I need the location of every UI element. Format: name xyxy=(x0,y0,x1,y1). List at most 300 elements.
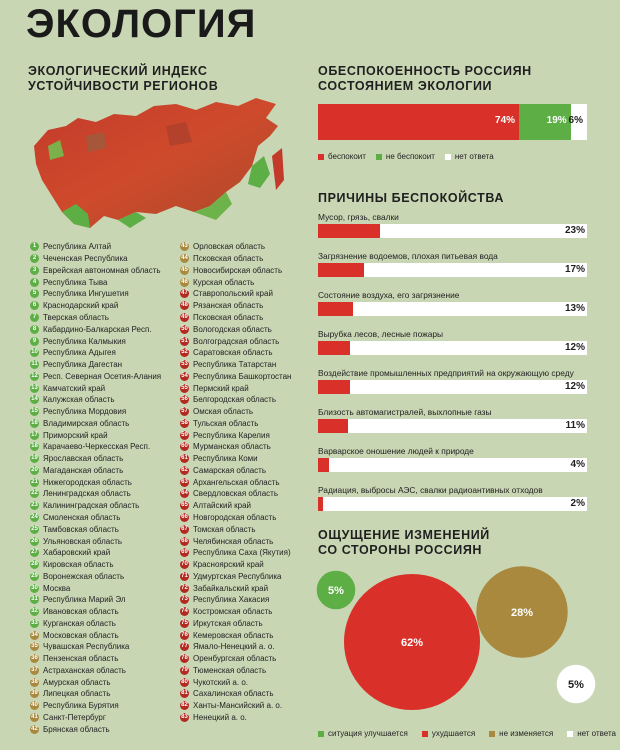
region-name: Амурская область xyxy=(43,677,111,687)
concern-segment xyxy=(318,104,519,140)
reason-row xyxy=(318,290,587,316)
region-rank-badge: 40 xyxy=(31,702,38,709)
region-rank-badge: 38 xyxy=(31,678,38,685)
legend-label: нет ответа xyxy=(454,152,494,161)
region-rank-badge: 18 xyxy=(31,443,38,450)
region-name: Тверская область xyxy=(43,312,109,322)
reason-value: 13% xyxy=(564,303,585,314)
region-item xyxy=(180,523,328,535)
region-rank-badge: 17 xyxy=(31,431,38,438)
russia-map-graphic xyxy=(26,96,290,236)
reason-bar-track xyxy=(318,497,587,511)
region-name: Республика Коми xyxy=(193,454,258,464)
region-item xyxy=(180,417,328,429)
region-name: Новосибирская область xyxy=(193,265,283,275)
region-item xyxy=(30,253,178,265)
region-name: Республика Дагестан xyxy=(43,360,123,370)
region-name: Чеченская Республика xyxy=(43,254,128,264)
region-name: Кемеровская область xyxy=(193,630,274,640)
region-rank-badge: 68 xyxy=(181,537,188,544)
region-rank-badge: 67 xyxy=(181,525,188,532)
bubble-svg xyxy=(308,562,608,722)
region-rank-badge: 35 xyxy=(31,643,38,650)
region-name: Астраханская область xyxy=(43,665,126,675)
reason-label: Вырубка лесов, лесные пожары xyxy=(318,329,444,339)
region-item xyxy=(180,629,328,641)
region-name: Республика Бурятия xyxy=(43,701,119,711)
legend-swatch xyxy=(489,731,495,737)
bubble-label: 5% xyxy=(568,679,584,691)
region-rank-badge: 76 xyxy=(181,631,188,638)
region-rank-badge: 31 xyxy=(31,596,38,603)
region-item xyxy=(180,641,328,653)
reason-bar-track xyxy=(318,341,587,355)
region-item xyxy=(30,359,178,371)
reason-label: Близость автомагистралей, выхлопные газы xyxy=(318,407,492,417)
region-name: Курская область xyxy=(193,277,255,287)
region-name: Курганская область xyxy=(43,618,116,628)
change-title-line1: ОЩУЩЕНИЕ ИЗМЕНЕНИЙ xyxy=(318,528,490,542)
region-name: Еврейская автономная область xyxy=(43,265,161,275)
region-rank-badge: 66 xyxy=(181,513,188,520)
region-item xyxy=(30,665,178,677)
region-name: Вологодская область xyxy=(193,324,272,334)
region-item xyxy=(30,570,178,582)
region-name: Тамбовская область xyxy=(43,524,119,534)
region-item xyxy=(180,347,328,359)
region-name: Республика Мордовия xyxy=(43,407,127,417)
reason-bar-track xyxy=(318,224,587,238)
russia-map xyxy=(26,96,290,236)
region-rank-badge: 54 xyxy=(181,372,188,379)
bubble-label: 62% xyxy=(400,637,424,649)
reason-row xyxy=(318,446,587,472)
region-rank-badge: 16 xyxy=(31,419,38,426)
region-name: Пензенская область xyxy=(43,654,119,664)
region-rank-badge: 27 xyxy=(31,549,38,556)
region-rank-badge: 70 xyxy=(181,561,188,568)
region-name: Респ. Северная Осетия-Алания xyxy=(43,371,162,381)
reason-bar-track xyxy=(318,263,587,277)
region-name: Республика Карелия xyxy=(193,430,270,440)
reason-bar-track xyxy=(318,419,587,433)
reason-bar xyxy=(318,458,329,472)
region-rank-badge: 62 xyxy=(181,466,188,473)
region-name: Иркутская область xyxy=(193,618,263,628)
region-name: Приморский край xyxy=(43,430,108,440)
region-item xyxy=(30,429,178,441)
region-rank-badge: 19 xyxy=(31,455,38,462)
region-rank-badge: 34 xyxy=(31,631,38,638)
concern-legend-item xyxy=(318,152,366,161)
legend-label: нет ответа xyxy=(577,729,616,738)
reason-row xyxy=(318,329,587,355)
concern-segment xyxy=(519,104,571,140)
region-item xyxy=(30,335,178,347)
region-item xyxy=(180,382,328,394)
region-name: Псковская область xyxy=(193,312,264,322)
region-item xyxy=(180,582,328,594)
region-item xyxy=(180,465,328,477)
region-rank-badge: 75 xyxy=(181,619,188,626)
legend-swatch xyxy=(445,154,451,160)
region-rank-badge: 58 xyxy=(181,419,188,426)
region-rank-badge: 71 xyxy=(181,572,188,579)
region-list-column-2 xyxy=(180,241,328,723)
region-rank-badge: 26 xyxy=(31,537,38,544)
region-rank-badge: 44 xyxy=(181,255,188,262)
region-rank-badge: 7 xyxy=(30,313,39,322)
region-name: Камчатский край xyxy=(43,383,106,393)
reason-bar xyxy=(318,224,380,238)
region-name: Республика Хакасия xyxy=(193,595,270,605)
region-name: Кировская область xyxy=(43,560,114,570)
region-name: Липецкая область xyxy=(43,689,111,699)
region-rank-badge: 41 xyxy=(31,714,38,720)
region-name: Ульяновская область xyxy=(43,536,123,546)
region-rank-badge: 50 xyxy=(181,325,188,332)
region-name: Республика Ингушетия xyxy=(43,289,129,299)
region-item xyxy=(180,700,328,712)
region-rank-badge: 24 xyxy=(31,513,38,520)
region-rank-badge: 33 xyxy=(31,619,38,626)
region-rank-badge: 28 xyxy=(31,561,38,568)
region-item xyxy=(30,688,178,700)
region-rank-badge: 55 xyxy=(181,384,188,391)
region-name: Республика Калмыкия xyxy=(43,336,126,346)
region-name: Ханты-Мансийский а. о. xyxy=(193,701,283,711)
concern-title xyxy=(318,64,598,94)
region-name: Хабаровский край xyxy=(43,548,111,558)
region-item xyxy=(180,253,328,265)
concern-segment-label: 6% xyxy=(568,115,583,126)
reason-bar xyxy=(318,341,350,355)
region-name: Калининградская область xyxy=(43,501,140,511)
region-rank-badge: 69 xyxy=(181,549,188,556)
region-rank-badge: 4 xyxy=(30,278,39,287)
region-item xyxy=(30,712,178,724)
region-item xyxy=(30,465,178,477)
region-rank-badge: 52 xyxy=(181,349,188,356)
change-bubble-chart xyxy=(308,562,608,722)
region-name: Ненецкий а. о. xyxy=(193,713,247,722)
concern-title-line1: ОБЕСПОКОЕННОСТЬ РОССИЯН xyxy=(318,64,532,78)
region-name: Карачаево-Черкесская Респ. xyxy=(43,442,151,452)
region-item xyxy=(30,559,178,571)
region-item xyxy=(30,653,178,665)
region-item xyxy=(30,641,178,653)
region-name: Новгородская область xyxy=(193,512,277,522)
region-item xyxy=(30,594,178,606)
region-rank-badge: 30 xyxy=(31,584,38,591)
region-name: Томская область xyxy=(193,524,256,534)
reason-value: 2% xyxy=(570,498,585,509)
change-legend xyxy=(318,729,616,738)
legend-label: не изменяется xyxy=(499,729,554,738)
region-item xyxy=(180,335,328,347)
region-name: Саратовская область xyxy=(193,348,273,358)
region-item xyxy=(180,323,328,335)
reason-label: Воздействие промышленных предприятий на окружающую среду xyxy=(318,368,574,378)
region-name: Чувашская Республика xyxy=(43,642,130,652)
region-item xyxy=(180,429,328,441)
reason-row xyxy=(318,212,587,238)
region-rank-badge: 1 xyxy=(30,242,39,251)
reason-row xyxy=(318,368,587,394)
reason-value: 23% xyxy=(564,225,585,236)
change-title-line2: СО СТОРОНЫ РОССИЯН xyxy=(318,543,483,557)
region-item xyxy=(30,370,178,382)
region-rank-badge: 15 xyxy=(31,408,38,415)
region-rank-badge: 48 xyxy=(181,302,188,309)
reason-bar xyxy=(318,497,323,511)
region-item xyxy=(180,559,328,571)
region-rank-badge: 72 xyxy=(181,584,188,591)
reason-bar xyxy=(318,419,348,433)
region-name: Республика Адыгея xyxy=(43,348,116,358)
region-item xyxy=(180,547,328,559)
reasons-title: ПРИЧИНЫ БЕСПОКОЙСТВА xyxy=(318,191,504,205)
region-name: Сахалинская область xyxy=(193,689,274,699)
region-name: Мурманская область xyxy=(193,442,271,452)
legend-label: не беспокоит xyxy=(385,152,435,161)
region-name: Смоленская область xyxy=(43,512,121,522)
change-title xyxy=(318,528,598,558)
region-name: Кабардино-Балкарская Респ. xyxy=(43,324,152,334)
region-rank-badge: 22 xyxy=(31,490,38,497)
region-item xyxy=(180,300,328,312)
concern-segment xyxy=(568,104,587,140)
region-item xyxy=(30,676,178,688)
region-rank-badge: 63 xyxy=(181,478,188,485)
region-rank-badge: 78 xyxy=(181,655,188,662)
change-legend-item xyxy=(567,729,616,738)
region-item xyxy=(180,676,328,688)
region-name: Орловская область xyxy=(193,242,266,252)
region-item xyxy=(30,700,178,712)
region-item xyxy=(30,582,178,594)
region-item xyxy=(30,441,178,453)
concern-segment-label: 74% xyxy=(495,115,516,126)
region-name: Брянская область xyxy=(43,724,110,734)
region-name: Санкт-Петербург xyxy=(43,713,106,722)
region-name: Челябинская область xyxy=(193,536,274,546)
region-rank-badge: 6 xyxy=(30,301,39,310)
region-name: Чукотский а. о. xyxy=(193,677,248,687)
region-item xyxy=(30,512,178,524)
region-rank-badge: 42 xyxy=(31,725,38,732)
region-item xyxy=(180,276,328,288)
reason-bar xyxy=(318,302,353,316)
region-rank-badge: 45 xyxy=(181,266,188,273)
region-name: Республика Башкортостан xyxy=(193,371,292,381)
region-rank-badge: 65 xyxy=(181,502,188,509)
region-rank-badge: 80 xyxy=(181,678,188,685)
region-item xyxy=(30,241,178,253)
region-rank-badge: 29 xyxy=(31,572,38,579)
region-item xyxy=(180,712,328,724)
region-name: Ярославская область xyxy=(43,454,124,464)
region-name: Костромская область xyxy=(193,607,273,617)
region-name: Республика Марий Эл xyxy=(43,595,126,605)
region-name: Краснодарский край xyxy=(43,301,119,311)
legend-swatch xyxy=(376,154,382,160)
region-rank-badge: 39 xyxy=(31,690,38,697)
region-name: Республика Алтай xyxy=(43,242,112,252)
region-name: Архангельская область xyxy=(193,477,280,487)
region-rank-badge: 74 xyxy=(181,608,188,615)
bubble-label: 5% xyxy=(328,585,344,597)
region-item xyxy=(180,241,328,253)
region-item xyxy=(30,500,178,512)
region-rank-badge: 64 xyxy=(181,490,188,497)
map-title-line2: УСТОЙЧИВОСТИ РЕГИОНОВ xyxy=(28,79,219,93)
region-item xyxy=(180,512,328,524)
region-name: Оренбургская область xyxy=(193,654,277,664)
region-name: Удмуртская Республика xyxy=(193,571,282,581)
region-name: Свердловская область xyxy=(193,489,278,499)
region-rank-badge: 59 xyxy=(181,431,188,438)
bubble-label: 28% xyxy=(510,607,534,619)
region-rank-badge: 20 xyxy=(31,466,38,473)
region-rank-badge: 61 xyxy=(181,455,188,462)
region-rank-badge: 46 xyxy=(181,278,188,285)
region-item xyxy=(180,688,328,700)
region-rank-badge: 36 xyxy=(31,655,38,662)
concern-segment-label: 19% xyxy=(546,115,567,126)
legend-swatch xyxy=(318,731,324,737)
reason-value: 17% xyxy=(564,264,585,275)
region-name: Омская область xyxy=(193,407,254,417)
region-rank-badge: 11 xyxy=(31,361,38,368)
reason-value: 12% xyxy=(564,381,585,392)
region-rank-badge: 82 xyxy=(181,702,188,709)
region-rank-badge: 83 xyxy=(181,714,188,720)
region-item xyxy=(30,323,178,335)
map-section-title xyxy=(28,64,288,94)
change-legend-item xyxy=(422,729,475,738)
region-name: Красноярский край xyxy=(193,560,264,570)
region-name: Алтайский край xyxy=(193,501,252,511)
region-name: Республика Тыва xyxy=(43,277,108,287)
region-rank-badge: 43 xyxy=(181,243,188,250)
region-item xyxy=(180,594,328,606)
reason-label: Радиация, выбросы АЭС, свалки радиоантивных отходов xyxy=(318,485,543,495)
change-legend-item xyxy=(318,729,408,738)
region-rank-badge: 13 xyxy=(31,384,38,391)
reason-bar-track xyxy=(318,302,587,316)
region-name: Республика Саха (Якутия) xyxy=(193,548,291,558)
region-item xyxy=(30,276,178,288)
reason-bar-track xyxy=(318,380,587,394)
region-name: Самарская область xyxy=(193,465,267,475)
region-item xyxy=(180,535,328,547)
region-name: Магаданская область xyxy=(43,465,124,475)
region-item xyxy=(180,570,328,582)
legend-label: ситуация улучшается xyxy=(328,729,408,738)
reason-label: Загрязнение водоемов, плохая питьевая вода xyxy=(318,251,498,261)
region-item xyxy=(180,265,328,277)
region-item xyxy=(30,488,178,500)
region-item xyxy=(30,417,178,429)
region-item xyxy=(180,653,328,665)
reason-value: 12% xyxy=(564,342,585,353)
legend-label: беспокоит xyxy=(328,152,366,161)
concern-legend xyxy=(318,152,494,161)
region-item xyxy=(30,347,178,359)
region-rank-badge: 3 xyxy=(30,266,39,275)
legend-label: ухудшается xyxy=(431,729,476,738)
region-rank-badge: 37 xyxy=(31,666,38,673)
region-item xyxy=(180,476,328,488)
region-item xyxy=(30,606,178,618)
region-rank-badge: 47 xyxy=(181,290,188,297)
region-name: Владимирская область xyxy=(43,418,130,428)
region-list-column-1 xyxy=(30,241,178,735)
region-item xyxy=(30,394,178,406)
region-name: Москва xyxy=(43,583,71,593)
region-item xyxy=(30,453,178,465)
region-rank-badge: 77 xyxy=(181,643,188,650)
region-item xyxy=(30,523,178,535)
region-item xyxy=(180,665,328,677)
region-item xyxy=(180,394,328,406)
reason-row xyxy=(318,407,587,433)
region-item xyxy=(180,441,328,453)
region-rank-badge: 79 xyxy=(181,666,188,673)
region-rank-badge: 51 xyxy=(181,337,188,344)
region-item xyxy=(30,312,178,324)
region-name: Волгоградская область xyxy=(193,336,280,346)
map-title-line1: ЭКОЛОГИЧЕСКИЙ ИНДЕКС xyxy=(28,64,208,78)
region-name: Воронежская область xyxy=(43,571,125,581)
region-rank-badge: 9 xyxy=(30,337,39,346)
region-item xyxy=(30,618,178,630)
region-rank-badge: 10 xyxy=(31,349,38,356)
region-item xyxy=(30,547,178,559)
region-name: Псковская область xyxy=(193,254,264,264)
reason-value: 4% xyxy=(570,459,585,470)
region-name: Ивановская область xyxy=(43,607,119,617)
region-rank-badge: 73 xyxy=(181,596,188,603)
region-name: Республика Татарстан xyxy=(193,360,277,370)
region-rank-badge: 32 xyxy=(31,608,38,615)
region-rank-badge: 49 xyxy=(181,313,188,320)
region-item xyxy=(180,406,328,418)
region-item xyxy=(180,312,328,324)
region-rank-badge: 5 xyxy=(30,289,39,298)
region-item xyxy=(30,723,178,735)
region-rank-badge: 2 xyxy=(30,254,39,263)
reason-row xyxy=(318,251,587,277)
region-item xyxy=(30,406,178,418)
region-item xyxy=(30,629,178,641)
region-item xyxy=(30,288,178,300)
reason-label: Варварское оношение людей к природе xyxy=(318,446,474,456)
region-item xyxy=(180,618,328,630)
region-name: Забайкальский край xyxy=(193,583,269,593)
reason-label: Мусор, грязь, свалки xyxy=(318,212,399,222)
region-rank-badge: 60 xyxy=(181,443,188,450)
concern-stacked-bar xyxy=(318,104,587,140)
concern-legend-item xyxy=(376,152,435,161)
region-item xyxy=(180,288,328,300)
reason-bar-track xyxy=(318,458,587,472)
region-name: Тульская область xyxy=(193,418,259,428)
reason-bar xyxy=(318,380,350,394)
region-item xyxy=(30,535,178,547)
region-rank-badge: 21 xyxy=(31,478,38,485)
